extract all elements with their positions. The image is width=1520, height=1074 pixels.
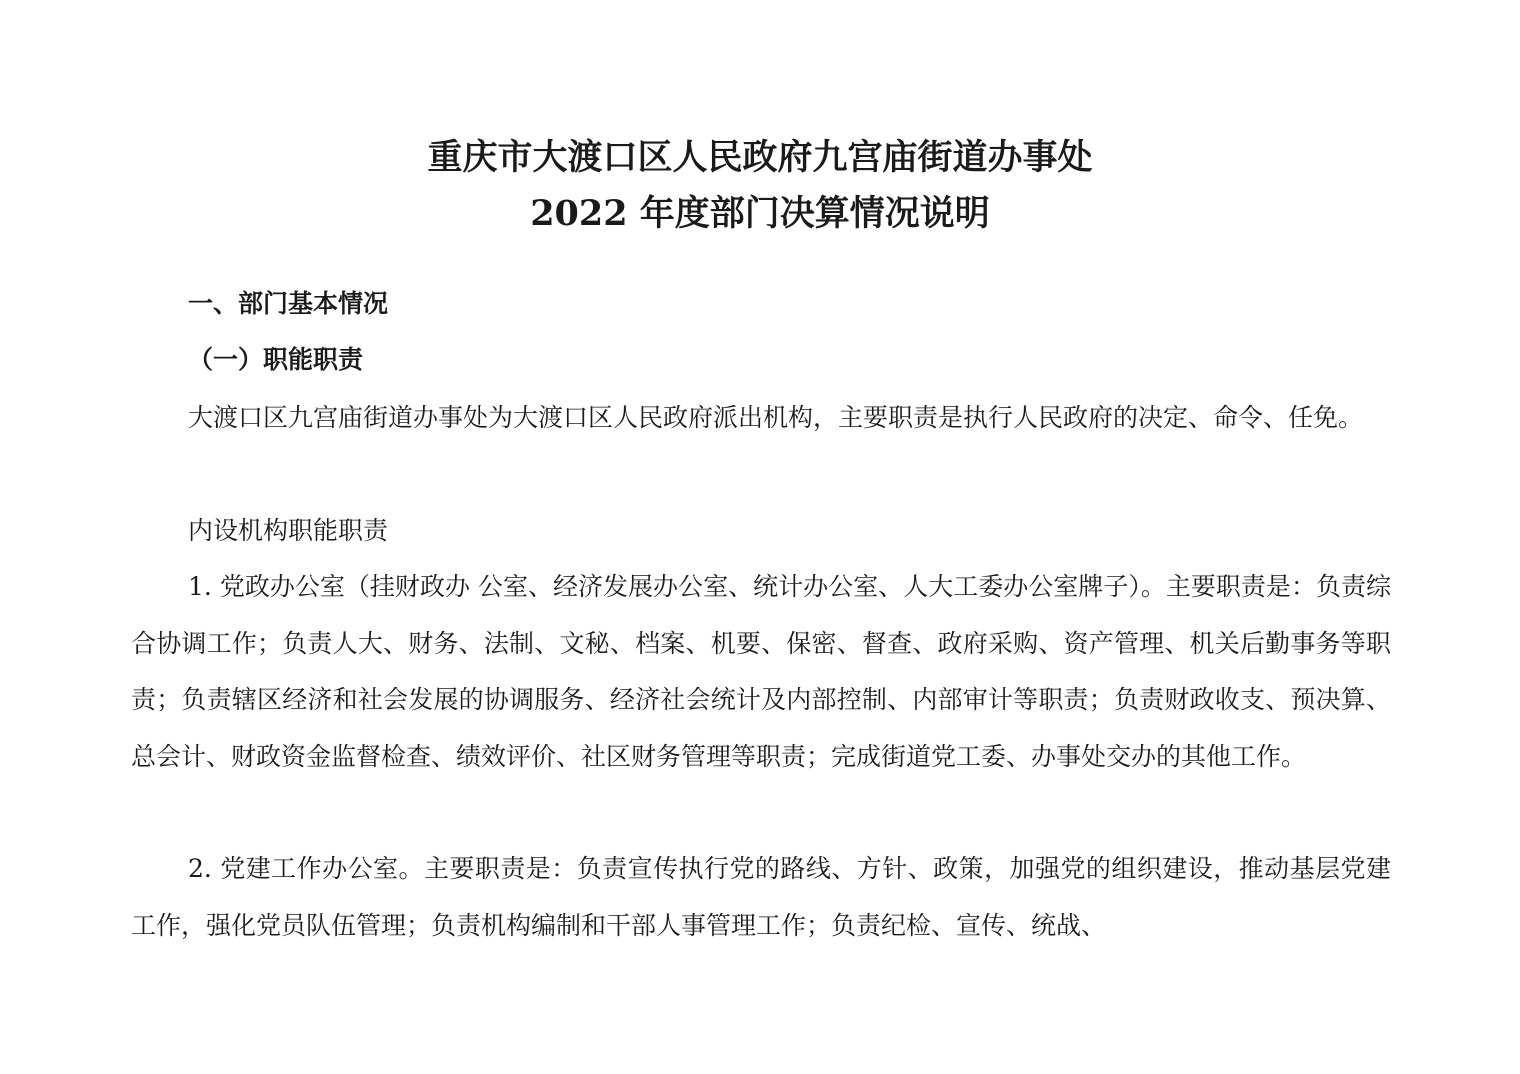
paragraph-agency-role: 大渡口区九宫庙街道办事处为大渡口区人民政府派出机构，主要职责是执行人民政府的决定、命令、任免。 <box>188 403 1364 432</box>
paragraph-office-2: 2. 党建工作办公室。主要职责是：负责宣传执行党的路线、方针、政策，加强党的组织建设，推动基层党建工作，强化党员队伍管理；负责机构编制和干部人事管理工作；负责纪检、宣传、统战、 <box>131 854 1391 940</box>
document-title-line-1: 重庆市大渡口区人民政府九宫庙街道办事处 <box>427 137 1093 178</box>
document-title-line-2: 2022 年度部门决算情况说明 <box>530 193 990 234</box>
paragraph-office-1: 1. 党政办公室（挂财政办 公室、经济发展办公室、统计办公室、人大工委办公室牌子）。主要职责是：负责综合协调工作；负责人大、财务、法制、文秘、档案、机要、保密、督查、政府采购、资产管理、机关后勤事务等职责；负责辖区经济和社会发展的协调服务、经济社会统计及内部控制、内部审计等职责；负责财政收支、预决算、总会计、财政资金监督检查、绩效评价、社区财务管理等职责；完成街道党工委、办事处交办的其他工作。 <box>131 572 1391 771</box>
subsection-heading: （一）职能职责 <box>188 345 364 374</box>
paragraph-internal-units-label: 内设机构职能职责 <box>188 516 389 545</box>
section-heading: 一、部门基本情况 <box>188 289 389 318</box>
